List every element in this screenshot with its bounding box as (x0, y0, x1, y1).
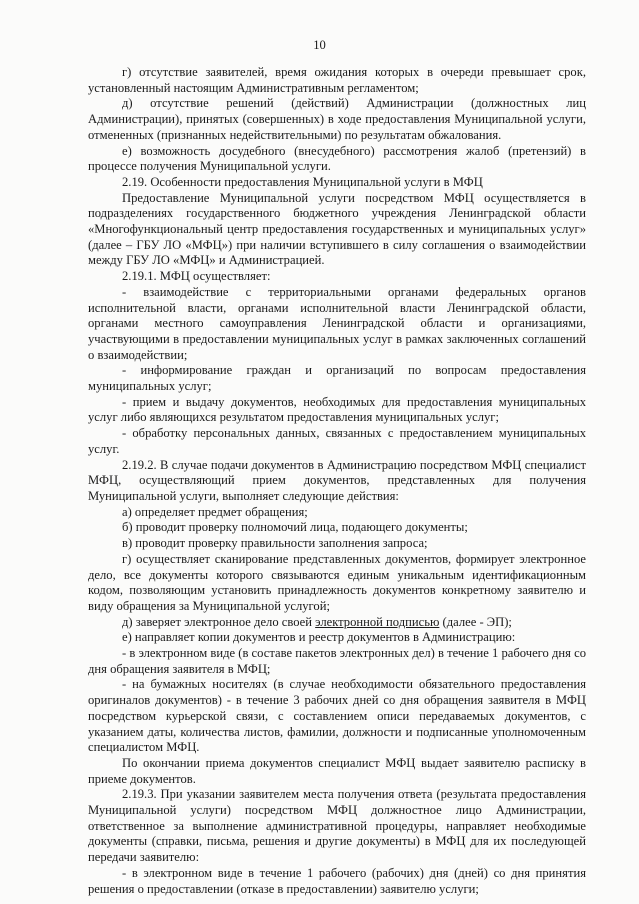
section-heading-2-19-2: 2.19.2. В случае подачи документов в Администрацию посредством МФЦ специалист МФЦ, осуществляющий прием документов, представленных для получения Муниципальной услуги, выполняет следующие действия: (88, 457, 586, 503)
section-heading-2-19-3: 2.19.3. При указании заявителем места получения ответа (результата предоставления Муниципальной услуги) посредством МФЦ должностное лицо Администрации, ответственное за выполнение административной процедуры, направляет необходимые документы (справки, письма, решения и другие документы) в МФЦ для их последующей передачи заявителю: (88, 787, 586, 865)
section-heading-2-19-1: 2.19.1. МФЦ осуществляет: (122, 269, 271, 284)
list-item-d-before: д) заверяет электронное дело своей (122, 614, 316, 629)
paragraph-pretrial-appeal: е) возможность досудебного (внесудебного) рассмотрения жалоб (претензий) в процессе получения Муниципальной услуги. (88, 143, 586, 174)
list-item-g: г) осуществляет сканирование представленных документов, формирует электронное дело, все документы которого связываются единым уникальным идентификационным кодом, позволяющим установить принадлежность документов конкретному заявителю и виду обращения за Муниципальной услугой; (88, 551, 586, 613)
list-item-d-after: (далее - ЭП); (439, 614, 512, 629)
list-item-b: б) проводит проверку полномочий лица, подающего документы; (122, 520, 468, 535)
paragraph-absence-of-queue: г) отсутствие заявителей, время ожидания которых в очереди превышает срок, установленный настоящим Административным регламентом; (88, 65, 586, 95)
document-body (88, 65, 586, 897)
list-item-d (88, 615, 586, 631)
list-item-paper-transfer: - на бумажных носителях (в случае необходимости обязательного предоставления оригиналов документов) - в течение 3 рабочих дней со дня обращения заявителя в МФЦ посредством курьерской связи, с составлением описи передаваемых документов, с указанием даты, количества листов, фамилии, должности и подписанные уполномоченным специалистом МФЦ. (88, 677, 586, 755)
list-item-personal-data: - обработку персональных данных, связанных с предоставлением муниципальных услуг. (88, 426, 586, 456)
paragraph-absence-of-cancelled-decisions: д) отсутствие решений (действий) Администрации (должностных лиц Администрации), принятых (совершенных) в ходе предоставления Муниципальной услуги, отмененных (признанных недействительными) по результатам обжалования. (88, 96, 586, 142)
list-item-electronic-response: - в электронном виде в течение 1 рабочего (рабочих) дня (дней) со дня принятия решения о предоставлении (отказе в предоставлении) заявителю услуги; (88, 865, 586, 896)
paragraph-mfc-provision: Предоставление Муниципальной услуги посредством МФЦ осуществляется в подразделениях государственного бюджетного учреждения Ленинградской области «Многофункциональный центр предоставления государственных и муниципальных услуг» (далее – ГБУ ЛО «МФЦ») при наличии вступившего в силу соглашения о взаимодействии между ГБУ ЛО «МФЦ» и Администрацией. (88, 190, 586, 268)
list-item-electronic-transfer: - в электронном виде (в составе пакетов электронных дел) в течение 1 рабочего дня со дня обращения заявителя в МФЦ; (88, 646, 586, 676)
list-item-v: в) проводит проверку правильности заполнения запроса; (122, 536, 428, 551)
list-item-interaction: - взаимодействие с территориальными органами федеральных органов исполнительной власти, органами исполнительной власти Ленинградской области, органами местного самоуправления Ленинградской области и организациями, участвующими в предоставлении муниципальных услуг в рамках заключенных соглашений о взаимодействии; (88, 284, 586, 362)
section-heading-2-19: 2.19. Особенности предоставления Муниципальной услуги в МФЦ (122, 174, 483, 189)
list-item-a: а) определяет предмет обращения; (122, 504, 308, 519)
list-item-informing: - информирование граждан и организаций по вопросам предоставления муниципальных услуг; (88, 363, 586, 394)
electronic-signature-term: электронной подписью (315, 614, 440, 629)
paragraph-receipt: По окончании приема документов специалист МФЦ выдает заявителю расписку в приеме документов. (88, 755, 586, 786)
page-number: 10 (313, 38, 326, 52)
list-item-e: е) направляет копии документов и реестр документов в Администрацию: (122, 630, 516, 645)
list-item-document-intake: - прием и выдачу документов, необходимых для предоставления муниципальных услуг либо являющихся результатом предоставления муниципальных услуг; (88, 394, 586, 425)
